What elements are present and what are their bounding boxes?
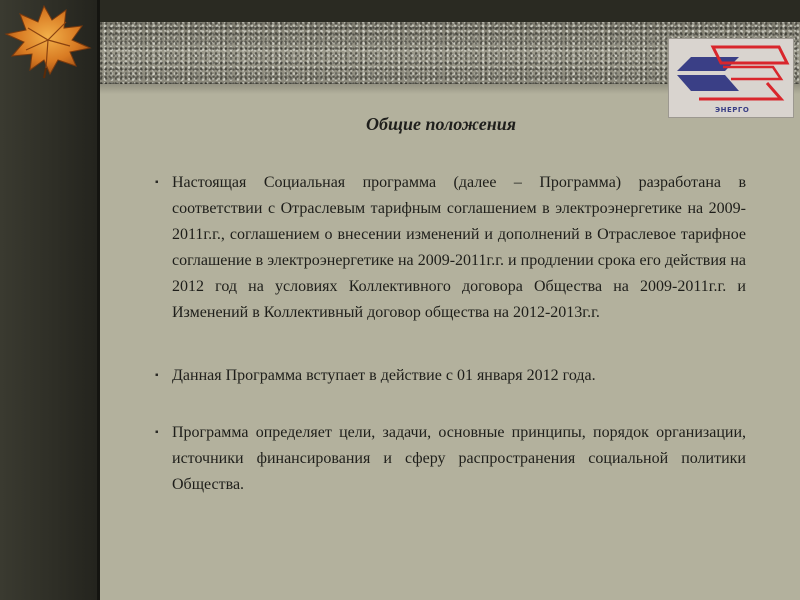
left-panel (0, 0, 100, 600)
bullet-text: Программа определяет цели, задачи, основные принципы, порядок организации, источники финансирования и сферу распространения социальной политики Общества. (172, 424, 746, 493)
bullet-marker-icon: ▪ (155, 177, 159, 188)
list-item (152, 170, 746, 326)
bullet-list (152, 170, 746, 498)
list-item (152, 363, 746, 389)
page-title: Общие положения (366, 114, 516, 134)
company-logo (668, 38, 794, 118)
bullet-marker-icon: ▪ (155, 427, 159, 438)
top-band (100, 0, 800, 22)
list-item (152, 420, 746, 498)
bullet-marker-icon: ▪ (155, 370, 159, 381)
bullet-text: Данная Программа вступает в действие с 01 января 2012 года. (172, 367, 596, 384)
logo-text: ЭНЕРГО (715, 106, 750, 114)
bullet-text: Настоящая Социальная программа (далее – Программа) разработана в соответствии с Отраслевым тарифным соглашением в электроэнергетике на 2009-2011г.г., соглашением о внесении изменений и дополнений в Отраслевое тарифное соглашение в электроэнергетике на 2009-2011г.г. и продлении срока его действия на 2012 год на условиях Коллективного договора Общества на 2009-2011г.г. и Изменений в Коллективный договор общества на 2012-2013г.г. (172, 174, 746, 321)
autumn-leaf-icon (0, 0, 96, 80)
